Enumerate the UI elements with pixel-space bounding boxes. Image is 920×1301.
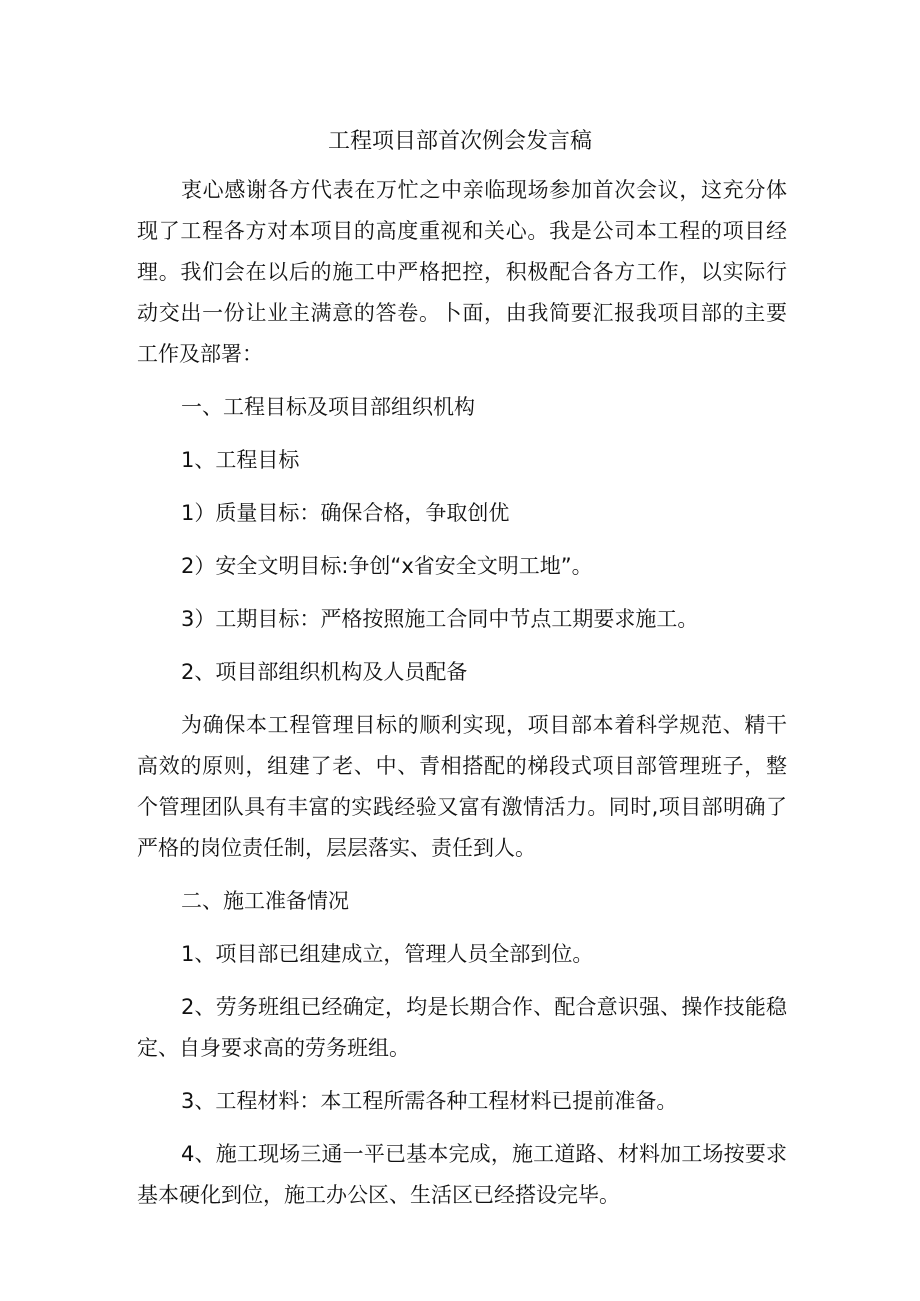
list-item-prep-2: 2、劳务班组已经确定，均是长期合作、配合意识强、操作技能稳定、自身要求高的劳务班组。 xyxy=(137,995,787,1060)
section-heading-goals: 一、工程目标及项目部组织机构 xyxy=(181,395,475,419)
list-item-prep-3: 3、工程材料：本工程所需各种工程材料已提前准备。 xyxy=(181,1089,678,1113)
list-item-prep-4: 4、施工现场三通一平已基本完成，施工道路、材料加工场按要求基本硬化到位，施工办公区、生活区已经搭设完毕。 xyxy=(137,1142,787,1207)
list-item-prep-1: 1、项目部已组建成立，管理人员全部到位。 xyxy=(181,942,594,966)
section-heading-preparation: 二、施工准备情况 xyxy=(181,889,349,913)
paragraph-intro: 衷心感谢各方代表在万忙之中亲临现场参加首次会议，这充分体现了工程各方对本项目的高度重视和关心。我是公司本工程的项目经理。我们会在以后的施工中严格把控，积极配合各方工作，以实际行动交出一份让业主满意的答卷。卜面，由我简要汇报我项目部的主要工作及部署： xyxy=(137,178,787,366)
document-body xyxy=(137,170,787,1216)
list-item-schedule-goal: 3）工期目标：严格按照施工合同中节点工期要求施工。 xyxy=(181,607,699,631)
document-title: 工程项目部首次例会发言稿 xyxy=(327,129,592,154)
list-item-safety-goal: 2）安全文明目标:争创“x省安全文明工地”。 xyxy=(181,554,593,578)
subheading-project-goals: 1、工程目标 xyxy=(181,448,300,472)
list-item-quality-goal: 1）质量目标：确保合格，争取创优 xyxy=(181,501,510,525)
subheading-organization: 2、项目部组织机构及人员配备 xyxy=(181,660,468,684)
paragraph-organization: 为确保本工程管理目标的顺利实现，项目部本着科学规范、精干高效的原则，组建了老、中、青相搭配的梯段式项目部管理班子，整个管理团队具有丰富的实践经验又富有激情活力。同时,项目部明确了严格的岗位责任制，层层落实、责任到人。 xyxy=(137,713,787,860)
